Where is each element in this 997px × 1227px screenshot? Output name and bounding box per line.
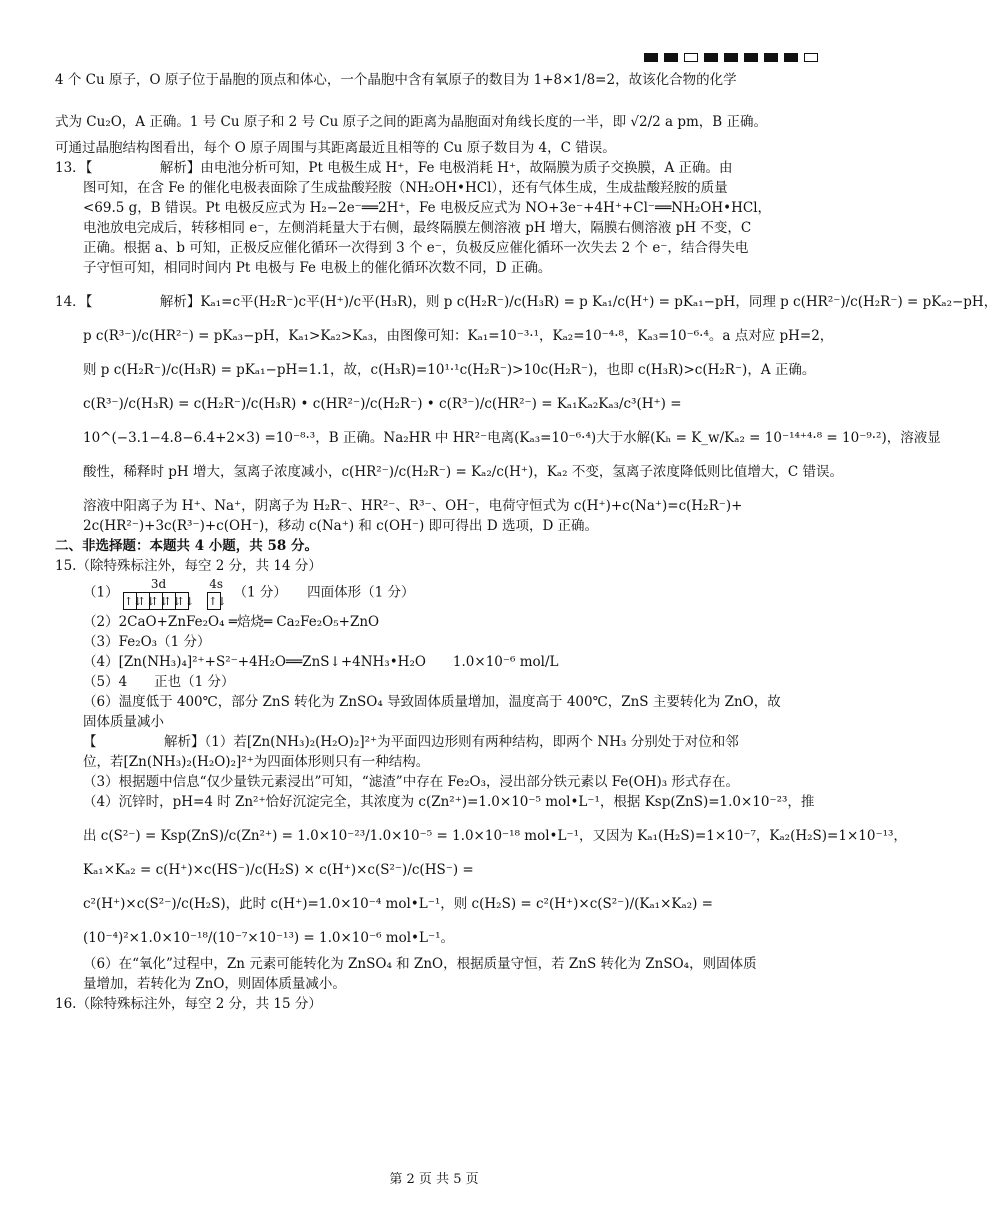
orbital-boxes-3d	[123, 592, 195, 610]
orbital-box: ↑↓	[136, 592, 150, 610]
text-line: 溶液中阳离子为 H⁺、Na⁺，阴离子为 H₂R⁻、HR²⁻、R³⁻、OH⁻，电荷守恒式为 c(H⁺)+c(Na⁺)=c(H₂R⁻)+	[83, 498, 743, 514]
orbital-box: ↑↓	[149, 592, 163, 610]
section-heading: 二、非选择题：本题共 4 小题，共 58 分。	[55, 538, 318, 554]
question-14-header: 14．【 解析】Kₐ₁=c平(H₂R⁻)c平(H⁺)/c平(H₃R)，则 p c(H₂R⁻)/c(H₃R) = p Kₐ₁/c(H⁺) = pKₐ₁−pH，同理 p c(HR²⁻)/c(H₂R⁻) = pKₐ₂−pH，	[55, 294, 997, 310]
text-line: 可通过晶胞结构图看出，每个 O 原子周围与其距离最近且相等的 Cu 原子数目为 4，C 错误。	[55, 140, 616, 156]
text-line: 式为 Cu₂O，A 正确。1 号 Cu 原子和 2 号 Cu 原子之间的距离为晶胞面对角线长度的一半，即 √2/2 a pm，B 正确。	[55, 114, 768, 130]
label-4s: 4s	[209, 577, 223, 591]
text-line: c(R³⁻)/c(H₃R) = c(H₂R⁻)/c(H₃R) • c(HR²⁻)/c(H₂R⁻) • c(R³⁻)/c(HR²⁻) = Kₐ₁Kₐ₂Kₐ₃/c³(H⁺) =	[83, 396, 682, 412]
question-15-header: 15.（除特殊标注外，每空 2 分，共 14 分）	[55, 558, 322, 574]
text-line: （3）Fe₂O₃（1 分）	[83, 634, 211, 650]
text-line: （4）沉锌时，pH=4 时 Zn²⁺恰好沉淀完全，其浓度为 c(Zn²⁺)=1.0×10⁻⁵ mol•L⁻¹，根据 Ksp(ZnS)=1.0×10⁻²³，推	[83, 794, 815, 810]
electron-config-line	[55, 576, 817, 612]
text-line: c²(H⁺)×c(S²⁻)/c(H₂S)，此时 c(H⁺)=1.0×10⁻⁴ mol•L⁻¹，则 c(H₂S) = c²(H⁺)×c(S²⁻)/(Kₐ₁×Kₐ₂) =	[83, 896, 713, 912]
text-line: 则 p c(H₂R⁻)/c(H₃R) = pKₐ₁−pH=1.1，故，c(H₃R)=10¹·¹c(H₂R⁻)>10c(H₂R⁻)，也即 c(H₃R)>c(H₂R⁻)，A 正确。	[83, 362, 816, 378]
orbital-diagram-3d	[123, 576, 203, 610]
text-line: 2c(HR²⁻)+3c(R³⁻)+c(OH⁻)，移动 c(Na⁺) 和 c(OH⁻) 即可得出 D 选项，D 正确。	[83, 518, 599, 534]
text-line: Kₐ₁×Kₐ₂ = c(H⁺)×c(HS⁻)/c(H₂S) × c(H⁺)×c(S²⁻)/c(HS⁻) =	[83, 862, 474, 878]
config-prefix: （1）	[83, 584, 119, 601]
text-line: 出 c(S²⁻) = Ksp(ZnS)/c(Zn²⁺) = 1.0×10⁻²³/1.0×10⁻⁵ = 1.0×10⁻¹⁸ mol•L⁻¹，又因为 Kₐ₁(H₂S)=1×10⁻⁷，Kₐ₂(H₂S)=1×10⁻¹³，	[83, 828, 907, 844]
text-line: 【 解析】（1）若[Zn(NH₃)₂(H₂O)₂]²⁺为平面四边形则有两种结构，即两个 NH₃ 分别处于对位和邻	[83, 734, 739, 750]
document-body	[55, 70, 997, 1014]
question-13-header: 13．【 解析】由电池分析可知，Pt 电极生成 H⁺，Fe 电极消耗 H⁺，故隔膜为质子交换膜，A 正确。由	[55, 160, 733, 176]
orbital-box: ↑↓	[162, 592, 176, 610]
text-line: 正确。根据 a、b 可知，正极反应催化循环一次得到 3 个 e⁻，负极反应催化循环一次失去 2 个 e⁻，结合得失电	[83, 240, 749, 256]
text-line: （2）2CaO+ZnFe₂O₄ ═焙烧═ Ca₂Fe₂O₅+ZnO	[83, 614, 380, 630]
text-line: (10⁻⁴)²×1.0×10⁻¹⁸/(10⁻⁷×10⁻¹³) = 1.0×10⁻⁶ mol•L⁻¹。	[83, 930, 455, 946]
text-line: <69.5 g，B 错误。Pt 电极反应式为 H₂−2e⁻══2H⁺，Fe 电极反应式为 NO+3e⁻+4H⁺+Cl⁻══NH₂OH•HCl，	[83, 200, 772, 216]
label-3d: 3d	[150, 577, 167, 591]
text-line: 子守恒可知，相同时间内 Pt 电极与 Fe 电极上的催化循环次数不同，D 正确。	[83, 260, 552, 276]
text-line: （4）[Zn(NH₃)₄]²⁺+S²⁻+4H₂O══ZnS↓+4NH₃•H₂O 1.0×10⁻⁶ mol/L	[83, 654, 559, 670]
text-line: 电池放电完成后，转移相同 e⁻，左侧消耗量大于右侧，最终隔膜左侧溶液 pH 增大，隔膜右侧溶液 pH 不变，C	[83, 220, 752, 236]
orbital-diagram-4s	[207, 576, 229, 610]
text-line: 酸性，稀释时 pH 增大，氢离子浓度减小，c(HR²⁻)/c(H₂R⁻) = Kₐ₂/c(H⁺)，Kₐ₂ 不变，氢离子浓度降低则比值增大，C 错误。	[83, 464, 843, 480]
orbital-boxes-4s	[207, 592, 227, 610]
text-line: 位，若[Zn(NH₃)₂(H₂O)₂]²⁺为四面体形则只有一种结构。	[83, 754, 430, 770]
orbital-box: ↑↓	[123, 592, 137, 610]
text-line: 4 个 Cu 原子，O 原子位于晶胞的顶点和体心，一个晶胞中含有氧原子的数目为 1+8×1/8=2，故该化合物的化学	[55, 72, 737, 88]
question-16-header: 16.（除特殊标注外，每空 2 分，共 15 分）	[55, 996, 322, 1012]
text-line: （3）根据题中信息“仅少量铁元素浸出”可知，“滤渣”中存在 Fe₂O₃，浸出部分铁元素以 Fe(OH)₃ 形式存在。	[83, 774, 739, 790]
corner-marks	[644, 53, 818, 62]
text-line: 固体质量减小	[83, 714, 164, 730]
config-suffix: （1 分） 四面体形（1 分）	[233, 584, 415, 601]
text-line: （6）在“氧化”过程中，Zn 元素可能转化为 ZnSO₄ 和 ZnO，根据质量守恒，若 ZnS 转化为 ZnSO₄，则固体质	[83, 956, 757, 972]
orbital-box: ↑↓	[175, 592, 189, 610]
text-line: （6）温度低于 400℃，部分 ZnS 转化为 ZnSO₄ 导致固体质量增加，温度高于 400℃，ZnS 主要转化为 ZnO，故	[83, 694, 781, 710]
page-footer: 第 2 页 共 5 页	[389, 1172, 479, 1187]
text-line: p c(R³⁻)/c(HR²⁻) = pKₐ₃−pH，Kₐ₁>Kₐ₂>Kₐ₃，由图像可知：Kₐ₁=10⁻³·¹，Kₐ₂=10⁻⁴·⁸，Kₐ₃=10⁻⁶·⁴。a 点对应 pH=2，	[83, 328, 834, 344]
text-line: 10^(−3.1−4.8−6.4+2×3) =10⁻⁸·³，B 正确。Na₂HR 中 HR²⁻电离(Kₐ₃=10⁻⁶·⁴)大于水解(Kₕ = K_w/Kₐ₂ = 10⁻¹⁴⁺⁴·⁸ = 10⁻⁹·²)，溶液显	[83, 430, 941, 446]
text-line: （5）4 正也（1 分）	[83, 674, 235, 690]
text-line: 图可知，在含 Fe 的催化电极表面除了生成盐酸羟胺（NH₂OH•HCl），还有气体生成，生成盐酸羟胺的质量	[83, 180, 728, 196]
text-line: 量增加，若转化为 ZnO，则固体质量减小。	[83, 976, 346, 992]
orbital-box: ↑↓	[207, 592, 221, 610]
